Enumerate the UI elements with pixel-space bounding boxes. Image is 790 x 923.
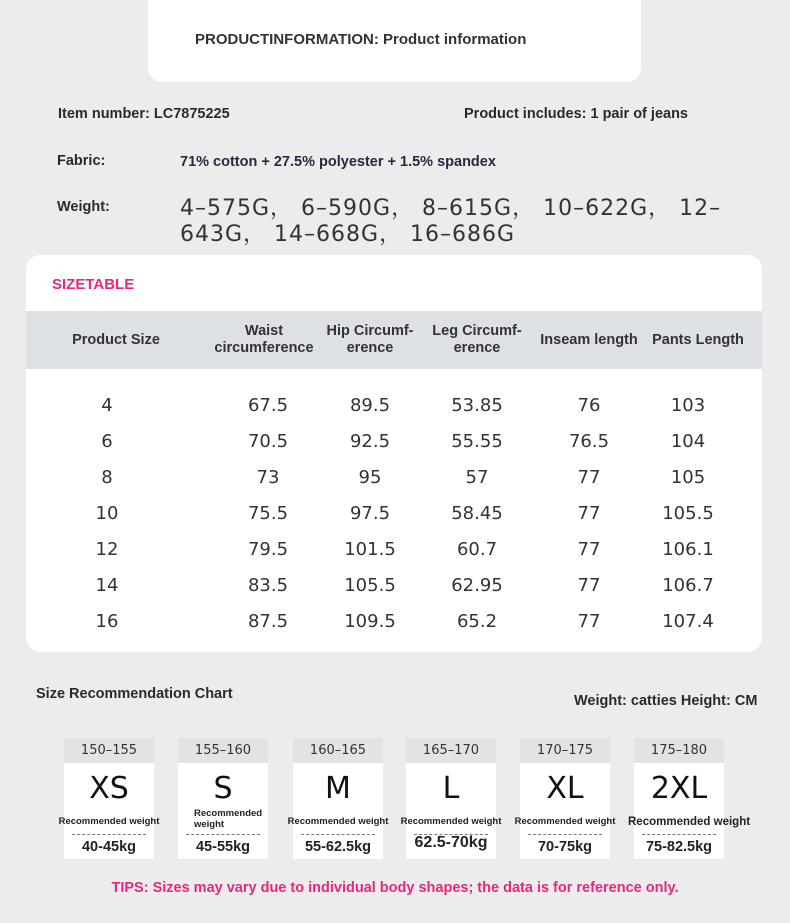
table-cell: 60.7 <box>456 538 498 560</box>
weight-range: 45-55kg <box>195 839 250 855</box>
recommended-weight-label: Recommended weight <box>194 808 263 830</box>
fabric-value: 71% cotton + 27.5% polyester + 1.5% spandex <box>180 154 496 170</box>
table-cell: 103 <box>670 394 706 416</box>
size-panel <box>400 763 502 859</box>
size-table-card <box>26 255 762 652</box>
dashed-divider <box>186 834 260 835</box>
height-range: 170–175 <box>520 738 610 763</box>
fabric-label: Fabric: <box>57 153 106 169</box>
table-row <box>26 531 762 567</box>
table-cell: 4 <box>101 394 113 416</box>
table-cell: 70.5 <box>247 430 289 452</box>
size-label: S <box>213 771 233 806</box>
dashed-divider <box>301 834 375 835</box>
weight-range: 55-62.5kg <box>304 839 372 855</box>
size-label: 2XL <box>650 771 708 806</box>
size-panel <box>178 763 268 859</box>
table-cell: 6 <box>101 430 113 452</box>
height-range: 155–160 <box>178 738 268 763</box>
header-hip: Hip Circumf-erence <box>326 323 414 356</box>
table-cell: 87.5 <box>247 610 289 632</box>
height-range: 150–155 <box>64 738 154 763</box>
table-cell: 16 <box>95 610 119 632</box>
table-row <box>26 387 762 423</box>
size-box-m <box>287 738 389 859</box>
size-panel <box>628 763 751 859</box>
product-info-card <box>148 0 641 82</box>
size-table-header <box>26 311 762 369</box>
header-inseam: Inseam length <box>540 331 638 348</box>
item-number: Item number: LC7875225 <box>58 106 230 122</box>
dashed-divider <box>642 834 716 835</box>
header-product-size: Product Size <box>72 331 160 348</box>
weight-value: 4–575G， 6–590G， 8–615G， 10–622G， 12–643G， 14–668G， 16–686G <box>180 196 722 247</box>
size-label: XS <box>89 771 129 806</box>
table-cell: 75.5 <box>247 502 289 524</box>
table-cell: 14 <box>95 574 119 596</box>
weight-range: 70-75kg <box>537 839 592 855</box>
height-range: 175–180 <box>634 738 724 763</box>
table-cell: 62.95 <box>451 574 503 596</box>
recommendation-title: Size Recommendation Chart <box>36 686 233 702</box>
table-cell: 10 <box>95 502 119 524</box>
size-box-2xl <box>628 738 751 859</box>
table-cell: 77 <box>577 574 601 596</box>
table-cell: 106.7 <box>662 574 714 596</box>
size-box-l <box>400 738 502 859</box>
header-leg: Leg Circumf-erence <box>432 323 522 356</box>
weight-label: Weight: <box>57 199 110 215</box>
table-cell: 105 <box>670 466 706 488</box>
size-label: M <box>325 771 351 806</box>
table-cell: 101.5 <box>344 538 396 560</box>
table-cell: 109.5 <box>344 610 396 632</box>
table-row <box>26 495 762 531</box>
table-row <box>26 459 762 495</box>
table-cell: 77 <box>577 538 601 560</box>
size-panel <box>514 763 616 859</box>
table-cell: 12 <box>95 538 119 560</box>
weight-range: 40-45kg <box>81 839 136 855</box>
table-cell: 8 <box>101 466 113 488</box>
table-cell: 79.5 <box>247 538 289 560</box>
table-cell: 77 <box>577 502 601 524</box>
table-cell: 65.2 <box>456 610 498 632</box>
size-box-xs <box>58 738 160 859</box>
table-row <box>26 603 762 639</box>
weight-range: 62.5-70kg <box>414 834 488 851</box>
table-cell: 105.5 <box>662 502 714 524</box>
size-table-title: SIZETABLE <box>52 276 135 293</box>
size-label: XL <box>546 771 584 806</box>
table-cell: 55.55 <box>451 430 503 452</box>
table-cell: 67.5 <box>247 394 289 416</box>
table-cell: 105.5 <box>344 574 396 596</box>
weight-range: 75-82.5kg <box>645 839 713 855</box>
table-row <box>26 567 762 603</box>
tips-note: TIPS: Sizes may vary due to individual body shapes; the data is for reference only. <box>111 880 679 896</box>
table-cell: 58.45 <box>451 502 503 524</box>
product-includes: Product includes: 1 pair of jeans <box>464 106 688 122</box>
units-note: Weight: catties Height: CM <box>574 693 758 709</box>
recommended-weight-label: Recommended weight <box>58 816 160 827</box>
size-box-s <box>178 738 268 859</box>
recommended-weight-label: Recommended weight <box>628 816 751 828</box>
recommended-weight-label: Recommended weight <box>514 816 616 827</box>
recommended-weight-label: Recommended weight <box>400 816 502 827</box>
table-cell: 104 <box>670 430 706 452</box>
header-pants-length: Pants Length <box>652 331 744 348</box>
size-box-xl <box>514 738 616 859</box>
size-panel <box>287 763 389 859</box>
recommended-weight-label: Recommended weight <box>287 816 389 827</box>
dashed-divider <box>528 834 602 835</box>
table-cell: 95 <box>358 466 382 488</box>
table-cell: 77 <box>577 466 601 488</box>
table-cell: 83.5 <box>247 574 289 596</box>
dashed-divider <box>72 834 146 835</box>
size-panel <box>58 763 160 859</box>
table-cell: 97.5 <box>349 502 391 524</box>
height-range: 160–165 <box>293 738 383 763</box>
table-cell: 92.5 <box>349 430 391 452</box>
table-cell: 106.1 <box>662 538 714 560</box>
product-info-title: PRODUCTINFORMATION: Product information <box>195 31 527 48</box>
table-row <box>26 423 762 459</box>
table-cell: 76.5 <box>568 430 610 452</box>
table-cell: 53.85 <box>451 394 503 416</box>
header-waist: Waist circumference <box>214 323 314 356</box>
table-cell: 73 <box>256 466 280 488</box>
table-cell: 77 <box>577 610 601 632</box>
table-cell: 57 <box>465 466 489 488</box>
height-range: 165–170 <box>406 738 496 763</box>
table-cell: 107.4 <box>662 610 714 632</box>
table-cell: 89.5 <box>349 394 391 416</box>
table-cell: 76 <box>577 394 601 416</box>
size-label: L <box>442 771 460 806</box>
